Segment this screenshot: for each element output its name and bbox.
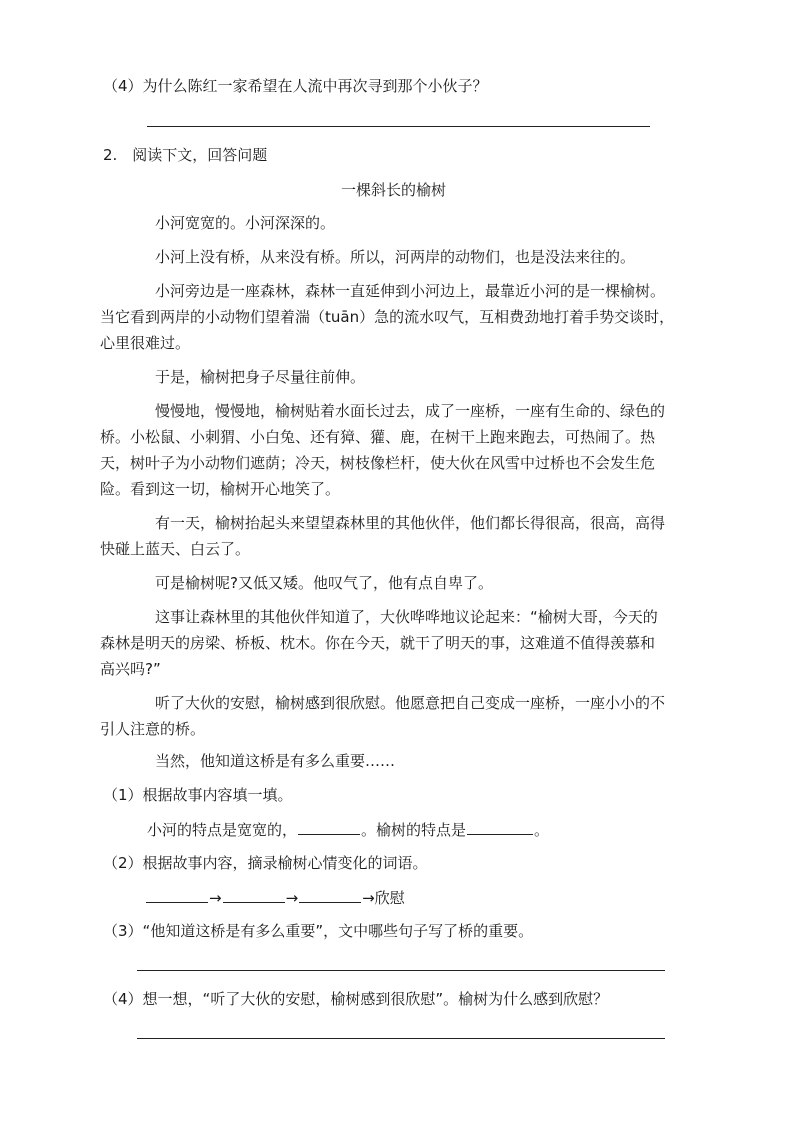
paragraph-line: 小河宽宽的。小河深深的。 <box>155 214 336 232</box>
question-1: （1）根据故事内容填一填。 <box>103 786 293 804</box>
fill-text: 小河的特点是宽宽的， <box>147 821 298 839</box>
paragraph-line: 有一天，榆树抬起头来望望森林里的其他伙伴，他们都长得很高，很高，高得 <box>155 514 666 532</box>
paragraph-line: 桥。小松鼠、小刺猬、小白兔、还有獐、獾、鹿，在树干上跑来跑去，可热闹了。热 <box>100 428 656 446</box>
answer-blank[interactable] <box>299 887 361 903</box>
answer-blank[interactable] <box>467 819 533 835</box>
arrow-icon: → <box>209 889 222 907</box>
paragraph-line: 听了大伙的安慰，榆树感到很欣慰。他愿意把自己变成一座桥，一座小小的不 <box>155 694 666 712</box>
answer-line <box>137 970 665 971</box>
paragraph-line: 高兴吗?” <box>100 660 161 678</box>
fill-text: 。榆树的特点是 <box>361 821 467 839</box>
answer-line <box>147 126 650 127</box>
answer-blank[interactable] <box>223 887 285 903</box>
paragraph-line: 慢慢地，慢慢地，榆树贴着水面长过去，成了一座桥，一座有生命的、绿色的 <box>155 402 666 420</box>
paragraph-line: 这事让森林里的其他伙伴知道了，大伙哗哗地议论起来：“榆树大哥，今天的 <box>155 608 658 626</box>
answer-blank[interactable] <box>298 819 360 835</box>
passage-title: 一棵斜长的榆树 <box>341 181 447 199</box>
paragraph-line: 森林是明天的房梁、桥板、枕木。你在今天，就干了明天的事，这难道不值得羡慕和 <box>100 634 656 652</box>
question-item-4-prior: （4）为什么陈红一家希望在人流中再次寻到那个小伙子？ <box>103 77 488 95</box>
question-2: （2）根据故事内容，摘录榆树心情变化的词语。 <box>103 854 428 872</box>
paragraph-line: 快碰上蓝天、白云了。 <box>100 540 251 558</box>
paragraph-line: 于是，榆树把身子尽量往前伸。 <box>155 368 366 386</box>
paragraph-line: 当然，他知道这桥是有多么重要…… <box>155 752 396 770</box>
paragraph-line: 当它看到两岸的小动物们望着湍（tuān）急的流水叹气，互相费劲地打着手势交谈时， <box>100 308 675 326</box>
question-3: （3）“他知道这桥是有多么重要”，文中哪些句子写了桥的重要。 <box>103 922 534 940</box>
question-heading: 2. 阅读下文，回答问题 <box>103 146 268 164</box>
question-1-fill <box>147 819 549 840</box>
paragraph-line: 心里很难过。 <box>100 334 191 352</box>
emotion-chain <box>145 887 405 908</box>
answer-blank[interactable] <box>146 887 208 903</box>
paragraph-line: 小河旁边是一座森林，森林一直延伸到小河边上，最靠近小河的是一棵榆树。 <box>155 282 666 300</box>
paragraph-line: 小河上没有桥，从来没有桥。所以，河两岸的动物们，也是没法来往的。 <box>155 248 636 266</box>
arrow-icon: → <box>285 889 299 907</box>
answer-line <box>137 1038 665 1039</box>
arrow-icon: → <box>362 889 375 907</box>
chain-end-word: 欣慰 <box>374 889 405 907</box>
paragraph-line: 可是榆树呢?又低又矮。他叹气了，他有点自卑了。 <box>155 574 493 592</box>
fill-text: 。 <box>534 821 550 839</box>
question-4: （4）想一想，“听了大伙的安慰，榆树感到很欣慰”。榆树为什么感到欣慰？ <box>103 990 609 1008</box>
paragraph-line: 引人注意的桥。 <box>100 720 206 738</box>
paragraph-line: 险。看到这一切，榆树开心地笑了。 <box>100 480 341 498</box>
paragraph-line: 天，树叶子为小动物们遮荫；冷天，树枝像栏杆，使大伙在风雪中过桥也不会发生危 <box>100 454 656 472</box>
